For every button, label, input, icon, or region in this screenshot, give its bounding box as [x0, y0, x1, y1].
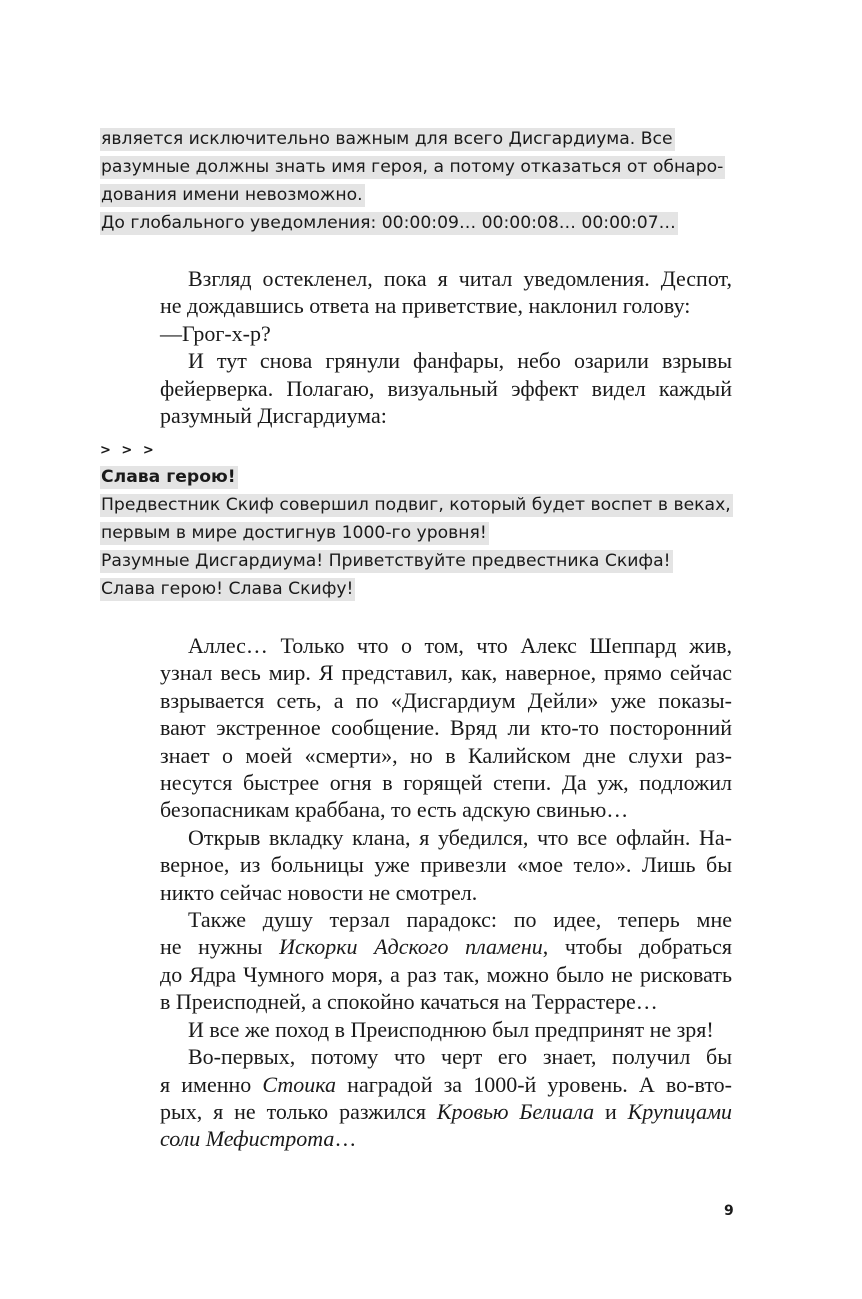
- italic-term: Крупицами: [627, 1098, 733, 1124]
- prose-line: верное, из больницы уже привезли «мое тело». Лишь бы: [160, 852, 732, 878]
- notice-line: дования имени невозможно.: [101, 185, 363, 205]
- notice-line: является исключительно важным для всего Дисгардиума. Все: [101, 129, 673, 149]
- prose-line: в Преисподней, а спокойно качаться на Террастере…: [160, 989, 658, 1015]
- prose-line: соли Мефистрота…: [160, 1126, 357, 1152]
- prose-line: Также душу терзал парадокс: по идее, теперь мне: [188, 907, 732, 933]
- notice-line: первым в мире достигнув 1000-го уровня!: [101, 523, 487, 543]
- prose-line: И тут снова грянули фанфары, небо озарили взрывы: [188, 348, 732, 374]
- prose-line: узнал весь мир. Я представил, как, наверное, прямо сейчас: [160, 660, 732, 686]
- prose-line: рых, я не только разжился Кровью Белиала и Крупицами: [160, 1098, 733, 1124]
- prose-line: разумный Дисгардиума:: [160, 403, 387, 429]
- prose-line: Взгляд остекленел, пока я читал уведомления. Деспот,: [188, 266, 732, 291]
- prose-line: И все же поход в Преисподнюю был предпринят не зря!: [188, 1016, 714, 1042]
- prose-line: несутся быстрее огня в горящей степи. Да уж, подложил: [160, 770, 732, 796]
- prose-line: до Ядра Чумного моря, а раз так, можно было не рисковать: [160, 961, 732, 987]
- italic-term: Искорки Адского пламени: [279, 934, 543, 960]
- prose-line: Во-первых, потому что черт его знает, получил бы: [188, 1044, 732, 1070]
- prose-line: вают экстренное сообщение. Вряд ли кто-то посторонний: [160, 715, 732, 741]
- notice-line: Предвестник Скиф совершил подвиг, который будет воспет в веках,: [101, 495, 731, 515]
- italic-term: Стоика: [262, 1071, 337, 1097]
- notice-countdown: До глобального уведомления: 00:00:09… 00:00:08… 00:00:07…: [101, 213, 676, 233]
- prose-line: безопасникам краббана, то есть адскую свинью…: [160, 797, 629, 823]
- page-number: 9: [724, 1203, 734, 1219]
- prose-line: Аллес… Только что о том, что Алекс Шеппард жив,: [188, 633, 732, 658]
- notice-line: Разумные Дисгардиума! Приветствуйте предвестника Скифа!: [101, 551, 671, 571]
- prose-line: никто сейчас новости не смотрел.: [160, 879, 478, 905]
- prose-line: не нужны Искорки Адского пламени, чтобы добраться: [160, 934, 733, 960]
- dialogue-line: —Грог-х-р?: [160, 320, 271, 346]
- prose-block-1: [160, 265, 732, 429]
- italic-term: соли Мефистрота: [160, 1126, 335, 1152]
- notice-arrows: > > >: [100, 443, 157, 458]
- prose-line: знает о моей «смерти», но в Калийском дне слухи раз-: [160, 742, 732, 768]
- prose-line: взрывается сеть, а по «Дисгардиум Дейли» уже показы-: [160, 687, 732, 713]
- italic-term: Кровью Белиала: [436, 1098, 595, 1124]
- notice-title: Слава герою!: [101, 467, 236, 487]
- prose-line: фейерверка. Полагаю, визуальный эффект видел каждый: [160, 375, 732, 401]
- prose-block-2: [160, 632, 732, 1153]
- prose-line: Открыв вкладку клана, я убедился, что все офлайн. На-: [188, 824, 732, 850]
- prose-line: я именно Стоика наградой за 1000-й уровень. А во-вто-: [160, 1071, 732, 1097]
- prose-line: не дождавшись ответа на приветствие, наклонил голову:: [160, 293, 691, 319]
- notice-line: разумные должны знать имя героя, а потому отказаться от обнаро-: [101, 157, 724, 177]
- notice-line: Слава герою! Слава Скифу!: [101, 579, 354, 599]
